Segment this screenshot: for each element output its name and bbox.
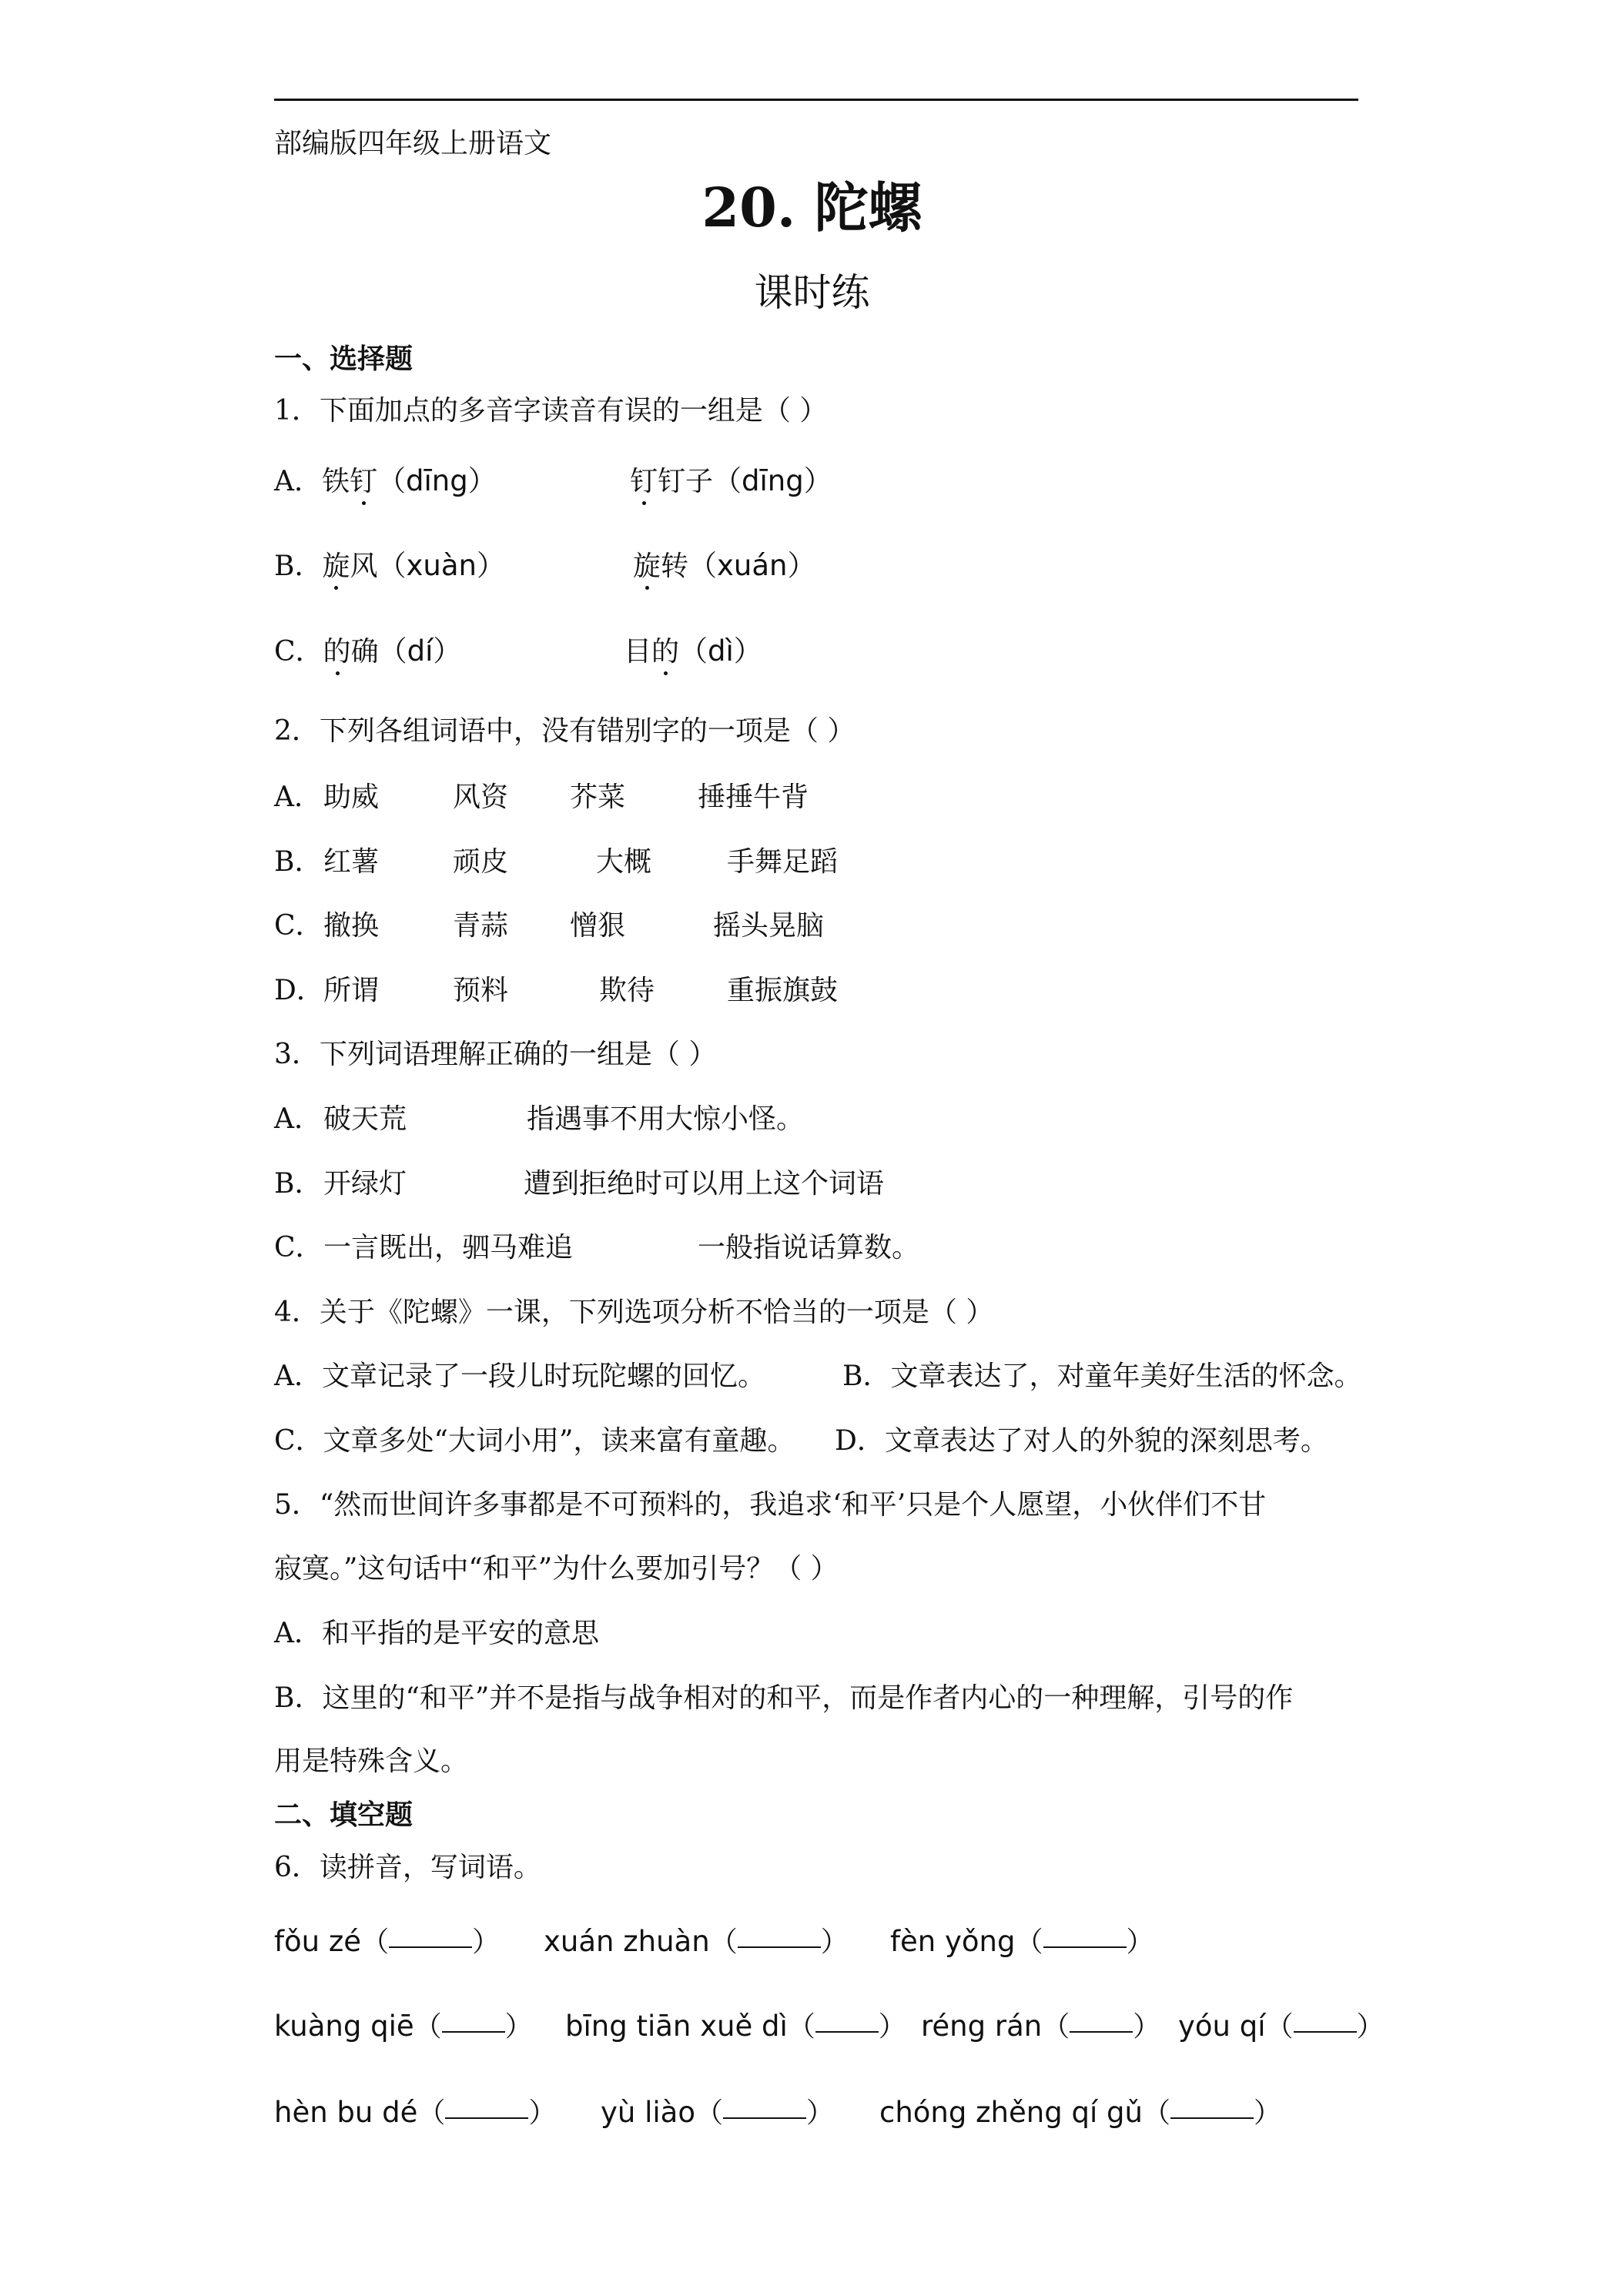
q5-option-b-line2: 用是特殊含义。 [274,1745,469,1777]
section-choice-title: 一、选择题 [274,343,414,375]
q4-stem: 4．关于《陀螺》一课，下列选项分析不恰当的一项是（ ） [274,1297,994,1328]
answer-blank[interactable] [445,2111,528,2119]
q2-option-d-word3: 欺待 [599,975,655,1006]
answer-blank[interactable] [723,2111,806,2119]
q2-option-b-label[interactable]: B． [274,846,323,878]
q6-item-chongzhengqigu: chóng zhěng qí gǔ（ ） [879,2096,1281,2129]
q5-option-a[interactable]: A．和平指的是平安的意思 [274,1618,599,1649]
q1-option-c-word1[interactable]: C．的确（dí） [274,634,462,668]
q2-option-d-word4: 重振旗鼓 [727,975,839,1006]
q3-option-b-word: 开绿灯 [323,1168,407,1200]
answer-blank[interactable] [738,1940,821,1948]
q3-stem: 3．下列词语理解正确的一组是（ ） [274,1039,717,1070]
q2-option-b-word2: 顽皮 [453,846,509,878]
q2-option-d-label[interactable]: D． [274,975,324,1006]
q6-item-xuanzhuan: xuán zhuàn（ ） [544,1925,849,1958]
q1-option-a-word2: 钉钉子（dīng） [630,464,832,497]
answer-blank[interactable] [442,2025,505,2033]
q3-option-c-word: 一言既出，驷马难追 [323,1232,574,1263]
q2-option-b-word4: 手舞足蹈 [727,846,839,878]
q2-option-a-word4: 捶捶牛背 [698,782,809,813]
answer-blank[interactable] [389,1940,472,1948]
q3-option-a-label[interactable]: A． [274,1103,322,1135]
q2-option-a-word2: 风资 [453,782,509,813]
q2-option-d-word1: 所谓 [323,975,380,1006]
book-label: 部编版四年级上册语文 [274,128,552,159]
answer-blank[interactable] [1170,2111,1254,2119]
q5-option-b-line1[interactable]: B．这里的“和平”并不是指与战争相对的和平，而是作者内心的一种理解，引号的作 [274,1682,1294,1714]
q6-item-fouze: fǒu zé（ ） [274,1925,501,1958]
q4-option-b[interactable]: B．文章表达了，对童年美好生活的怀念。 [842,1361,1362,1392]
q2-stem: 2．下列各组词语中，没有错别字的一项是（ ） [274,715,856,747]
q1-option-b-word2: 旋转（xuán） [633,549,816,582]
q3-option-a-meaning: 指遇事不用大惊小怪。 [527,1103,805,1135]
q2-option-b-word1: 红薯 [323,846,380,878]
q2-option-c-word1: 撤换 [323,910,380,942]
q3-option-a-word: 破天荒 [323,1103,407,1135]
q4-option-a[interactable]: A．文章记录了一段儿时玩陀螺的回忆。 [274,1361,765,1392]
q1-option-c-word2: 目的（dì） [624,634,762,668]
section-fill-title: 二、填空题 [274,1799,414,1831]
q2-option-a-word3: 芥菜 [570,782,626,813]
q3-option-b-meaning: 遭到拒绝时可以用上这个词语 [524,1168,885,1200]
answer-blank[interactable] [1043,1940,1127,1948]
page-subtitle: 课时练 [754,270,870,315]
q4-option-d[interactable]: D．文章表达了对人的外貌的深刻思考。 [835,1425,1328,1457]
q3-option-c-meaning: 一般指说话算数。 [698,1232,920,1263]
q1-option-b-word1[interactable]: B．旋风（xuàn） [274,549,505,582]
q2-option-c-label[interactable]: C． [274,910,323,942]
q6-item-kuangqie: kuàng qiē（ ） [274,2010,533,2043]
q6-item-rengran: réng rán（ ） [921,2010,1161,2043]
q2-option-b-word3: 大概 [596,846,652,878]
q6-item-fenyong: fèn yǒng（ ） [890,1925,1154,1958]
q6-item-henbude: hèn bu dé（ ） [274,2096,557,2129]
answer-blank[interactable] [1294,2025,1357,2033]
q6-item-yuliao: yù liào（ ） [601,2096,835,2129]
q1-stem: 1．下面加点的多音字读音有误的一组是（ ） [274,395,828,427]
q2-option-c-word4: 摇头晃脑 [713,910,825,942]
q2-option-a-word1: 助威 [323,782,380,813]
q2-option-d-word2: 预料 [453,975,509,1006]
q6-item-youqi: yóu qí（ ） [1178,2010,1385,2043]
q2-option-c-word3: 憎狠 [570,910,626,942]
answer-blank[interactable] [1070,2025,1133,2033]
q4-option-c[interactable]: C．文章多处“大词小用”，读来富有童趣。 [274,1425,795,1457]
answer-blank[interactable] [815,2025,879,2033]
q5-stem-line2: 寂寞。”这句话中“和平”为什么要加引号？（ ） [274,1553,839,1585]
q2-option-c-word2: 青蒜 [453,910,509,942]
q5-stem-line1: 5．“然而世间许多事都是不可预料的，我追求‘和平’只是个人愿望，小伙伴们不甘 [274,1489,1267,1521]
page-title: 20. 陀螺 [702,176,922,239]
q3-option-c-label[interactable]: C． [274,1232,323,1263]
q1-option-a-word1[interactable]: A．铁钉（dīng） [274,464,497,497]
q2-option-a-label[interactable]: A． [274,782,322,813]
header-rule [274,99,1358,101]
q6-item-bingtianxuedi: bīng tiān xuě dì（ ） [565,2010,906,2043]
q3-option-b-label[interactable]: B． [274,1168,323,1200]
q6-stem: 6．读拼音，写词语。 [274,1852,541,1883]
